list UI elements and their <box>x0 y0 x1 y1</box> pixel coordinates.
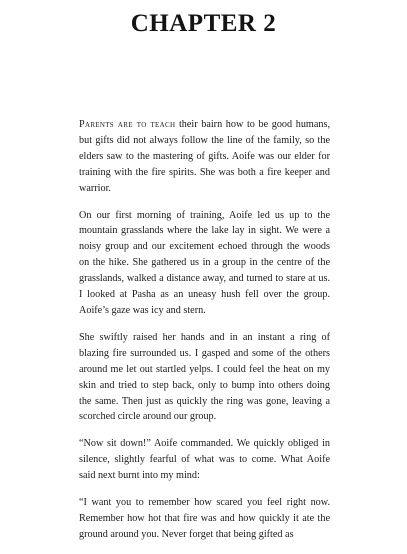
opening-paragraph-text: their bairn how to be good humans, but gifts did not always follow the line of the family, so the elders saw to the mastering of gifts. Aoife was our elder for training with the fire spirits. She was both a fire keeper and warrior. <box>79 119 330 194</box>
paragraph: “I want you to remember how scared you feel right now. Remember how hot that fire was and how quickly it ate the ground around you. Never forget that being gifted as <box>79 497 330 540</box>
opening-paragraph <box>79 117 330 197</box>
paragraph: “Now sit down!” Aoife commanded. We quickly obliged in silence, slightly fearful of what was to come. What Aoife said next burnt into my mind: <box>79 438 330 482</box>
paragraph: She swiftly raised her hands and in an instant a ring of blazing fire surrounded us. I gasped and some of the others around me let out startled yelps. I could feel the heat on my skin and tried to step back, only to bump into others doing the same. Then just as quickly the ring was gone, leaving a scorched circle around our group. <box>79 331 330 423</box>
opening-small-caps: Parents are to teach <box>79 119 176 130</box>
chapter-title: CHAPTER 2 <box>130 10 277 37</box>
paragraph: On our first morning of training, Aoife led us up to the mountain grasslands where the lake lay in sight. We were a noisy group and our excitement echoed through the woods on the hike. She gathered us in a group in the centre of the grasslands, walked a distance away, and turned to stare at us. I looked at Pasha as an uneasy hush fell over the group. Aoife’s gaze was icy and stern. <box>79 209 330 316</box>
chapter-body <box>79 117 330 554</box>
